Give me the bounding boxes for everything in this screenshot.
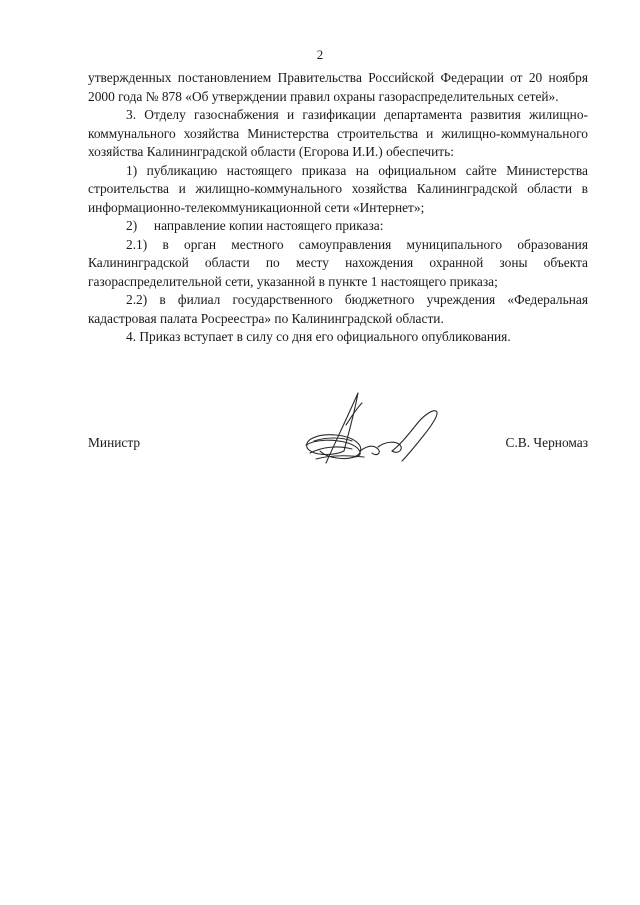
list-item-2 bbox=[88, 217, 588, 236]
page-number: 2 bbox=[316, 47, 324, 62]
paragraph-3: 3. Отделу газоснабжения и газификации департамента развития жилищно-коммунального хозяйства Министерства строительства и жилищно-коммунального хозяйства Калининградской области (Егорова И.И.) обеспечить: bbox=[88, 107, 588, 159]
signature-block bbox=[88, 435, 588, 475]
signer-title: Министр bbox=[88, 435, 141, 450]
signer-name: С.В. Черномаз bbox=[505, 435, 588, 450]
list-item-2-2: 2.2) в филиал государственного бюджетного учреждения «Федеральная кадастровая палата Росреестра» по Калининградской области. bbox=[88, 292, 588, 326]
list-item-2-text: направление копии настоящего приказа: bbox=[153, 218, 384, 233]
list-item-1: 1) публикацию настоящего приказа на официальном сайте Министерства строительства и жилищно-коммунального хозяйства Калининградской области в информационно-телекоммуникационной сети «Интернет»; bbox=[88, 162, 588, 215]
paragraph-4: 4. Приказ вступает в силу со дня его официального опубликования. bbox=[126, 329, 511, 344]
document-body bbox=[88, 69, 588, 347]
paragraph-continuation: утвержденных постановлением Правительства Российской Федерации от 20 ноября 2000 года № 878 «Об утверждении правил охраны газораспределительных сетей». bbox=[88, 70, 588, 104]
list-item-2-1: 2.1) в орган местного самоуправления муниципального образования Калининградской области по месту нахождения охранной зоны объекта газораспределительной сети, указанной в пункте 1 настоящего приказа; bbox=[88, 236, 588, 289]
list-item-2-number: 2) bbox=[126, 218, 138, 233]
